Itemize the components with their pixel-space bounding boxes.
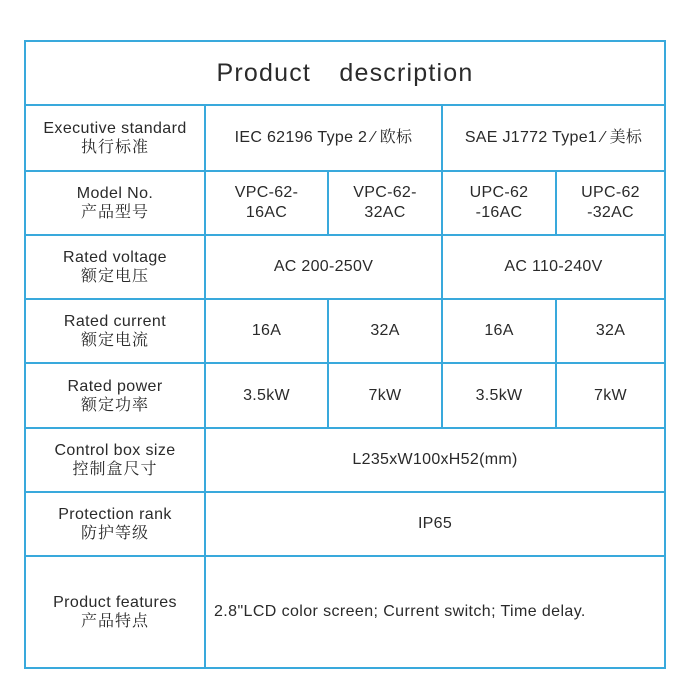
label-zh: 产品特点	[80, 613, 149, 630]
model-line: -16AC	[475, 204, 523, 221]
row-values	[206, 236, 664, 298]
label-en: Protection rank	[58, 506, 172, 523]
label-zh: 防护等级	[80, 525, 149, 542]
label-en: Control box size	[54, 442, 176, 459]
row-values	[206, 300, 664, 362]
model-cell	[206, 172, 329, 234]
box-size-cell: L235xW100xH52(mm)	[352, 451, 518, 468]
power-cell: 3.5kW	[443, 364, 557, 427]
label-en: Model No.	[76, 185, 154, 202]
row-rated-current	[26, 300, 664, 364]
row-rated-power	[26, 364, 664, 429]
row-label	[26, 493, 206, 555]
row-label	[26, 300, 206, 362]
current-cell: 16A	[206, 300, 329, 362]
label-en: Rated current	[63, 313, 167, 330]
row-label	[26, 364, 206, 427]
row-control-box-size	[26, 429, 664, 493]
row-values	[206, 557, 664, 667]
title-row	[26, 42, 664, 106]
model-line: VPC-62-	[353, 184, 417, 201]
standard-us-cell: SAE J1772 Type1 ∕ 美标	[464, 129, 643, 146]
model-line: 16AC	[245, 204, 288, 221]
label-zh: 执行标准	[80, 139, 149, 156]
row-executive-standard	[26, 106, 664, 172]
row-label	[26, 172, 206, 234]
label-zh: 额定电压	[80, 268, 149, 285]
label-en: Rated voltage	[63, 249, 167, 266]
product-spec-table	[24, 40, 666, 669]
row-protection-rank	[26, 493, 664, 557]
model-cell	[329, 172, 443, 234]
voltage-cell: AC 110-240V	[504, 258, 603, 275]
voltage-cell: AC 200-250V	[206, 236, 443, 298]
power-cell: 7kW	[329, 364, 443, 427]
standard-eu-cell: IEC 62196 Type 2 ∕ 欧标	[206, 106, 443, 170]
model-line: UPC-62	[469, 184, 529, 201]
row-label	[26, 106, 206, 170]
label-en: Executive standard	[43, 120, 187, 137]
current-cell: 32A	[595, 322, 626, 339]
row-label	[26, 429, 206, 491]
power-cell: 3.5kW	[206, 364, 329, 427]
label-en: Product features	[53, 594, 177, 611]
row-product-features	[26, 557, 664, 667]
current-cell: 16A	[443, 300, 557, 362]
row-values	[206, 172, 664, 234]
current-cell: 32A	[329, 300, 443, 362]
page-title: Product description	[216, 58, 474, 87]
label-zh: 额定电流	[80, 332, 149, 349]
row-model-no	[26, 172, 664, 236]
row-values	[206, 429, 664, 491]
power-cell: 7kW	[594, 386, 627, 404]
row-values	[206, 493, 664, 555]
label-zh: 额定功率	[80, 396, 149, 414]
protection-cell: IP65	[417, 515, 453, 532]
label-zh: 控制盒尺寸	[72, 461, 158, 478]
row-label	[26, 236, 206, 298]
features-cell: 2.8"LCD color screen; Current switch; Time delay.	[214, 603, 586, 620]
row-label	[26, 557, 206, 667]
model-cell	[557, 172, 664, 234]
label-zh: 产品型号	[80, 204, 149, 221]
row-rated-voltage	[26, 236, 664, 300]
model-cell	[443, 172, 557, 234]
model-line: -32AC	[587, 204, 634, 221]
model-line: UPC-62	[581, 184, 640, 201]
row-values	[206, 106, 664, 170]
model-line: VPC-62-	[234, 184, 299, 201]
row-values	[206, 364, 664, 427]
model-line: 32AC	[364, 204, 406, 221]
label-en: Rated power	[67, 377, 163, 395]
